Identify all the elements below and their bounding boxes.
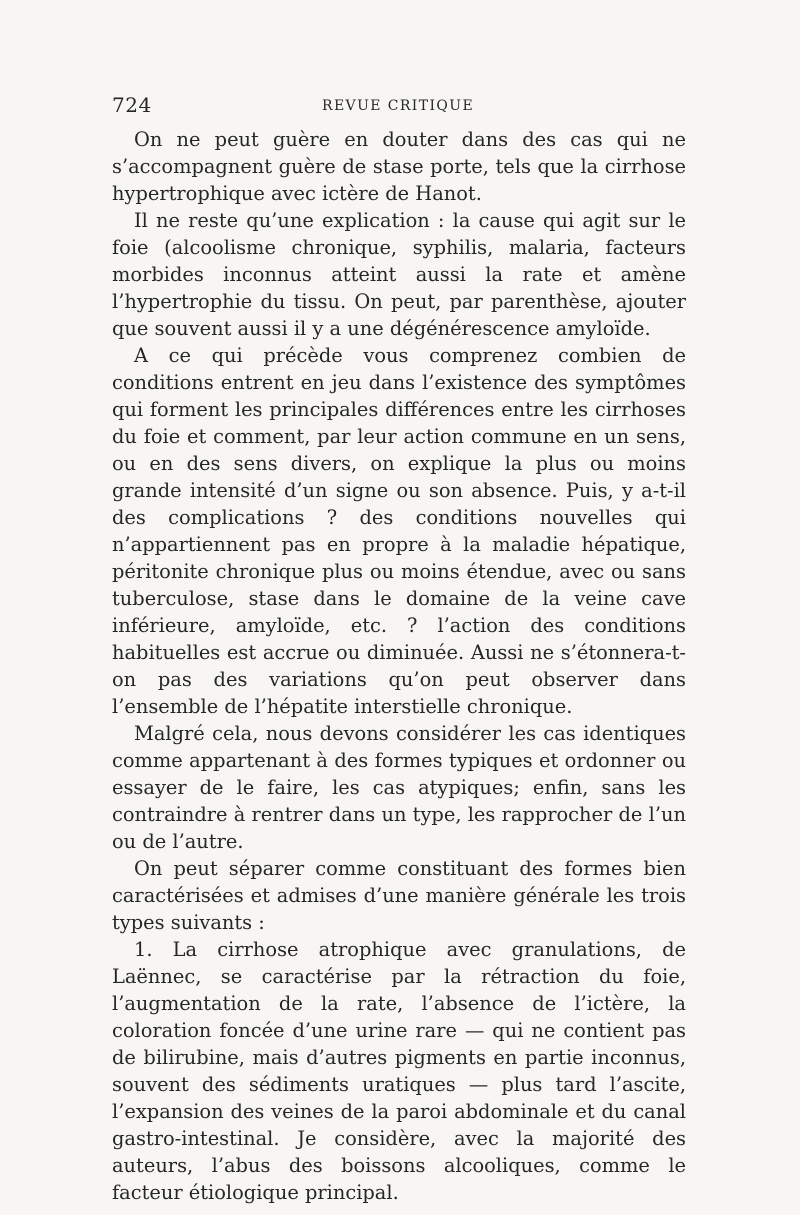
- paragraph: Il ne reste qu’une explication : la cause qui agit sur le foie (alcoolisme chronique, syphilis, malaria, facteurs morbides inconnus atteint aussi la rate et amène l’hypertrophie du tissu. On peut, par parenthèse, ajouter que souvent aussi il y a une dégénérescence amyloïde.: [112, 209, 686, 340]
- body-text: [112, 126, 686, 1206]
- paragraph: Malgré cela, nous devons considérer les cas identiques comme appartenant à des formes typiques et ordonner ou essayer de le faire, les cas atypiques; enfin, sans les contraindre à rentrer dans un type, les rapprocher de l’un ou de l’autre.: [112, 722, 686, 853]
- paragraph: 1. La cirrhose atrophique avec granulations, de Laënnec, se caractérise par la rétraction du foie, l’augmentation de la rate, l’absence de l’ictère, la coloration foncée d’une urine rare — qui ne contient pas de bilirubine, mais d’autres pigments en partie inconnus, souvent des sédiments uratiques — plus tard l’ascite, l’expansion des veines de la paroi abdominale et du canal gastro-intestinal. Je considère, avec la majorité des auteurs, l’abus des boissons alcooliques, comme le facteur étiologique principal.: [112, 938, 686, 1204]
- paragraph: On ne peut guère en douter dans des cas qui ne s’accompagnent guère de stase porte, tels que la cirrhose hypertrophique avec ictère de Hanot.: [112, 128, 686, 205]
- page-number: 724: [112, 93, 152, 117]
- paragraph: A ce qui précède vous comprenez combien de conditions entrent en jeu dans l’existence des symptômes qui forment les principales différences entre les cirrhoses du foie et comment, par leur action commune en un sens, ou en des sens divers, on explique la plus ou moins grande intensité d’un signe ou son absence. Puis, y a-t-il des complications ? des conditions nouvelles qui n’appartiennent pas en propre à la maladie hépatique, péritonite chronique plus ou moins étendue, avec ou sans tuberculose, stase dans le domaine de la veine cave inférieure, amyloïde, etc. ? l’action des conditions habituelles est accrue ou diminuée. Aussi ne s’étonnera-t-on pas des variations qu’on peut observer dans l’ensemble de l’hépatite interstielle chronique.: [112, 344, 686, 718]
- page-header: [112, 93, 686, 119]
- running-title: REVUE CRITIQUE: [322, 98, 475, 114]
- paragraph: On peut séparer comme constituant des formes bien caractérisées et admises d’une manière générale les trois types suivants :: [112, 857, 686, 934]
